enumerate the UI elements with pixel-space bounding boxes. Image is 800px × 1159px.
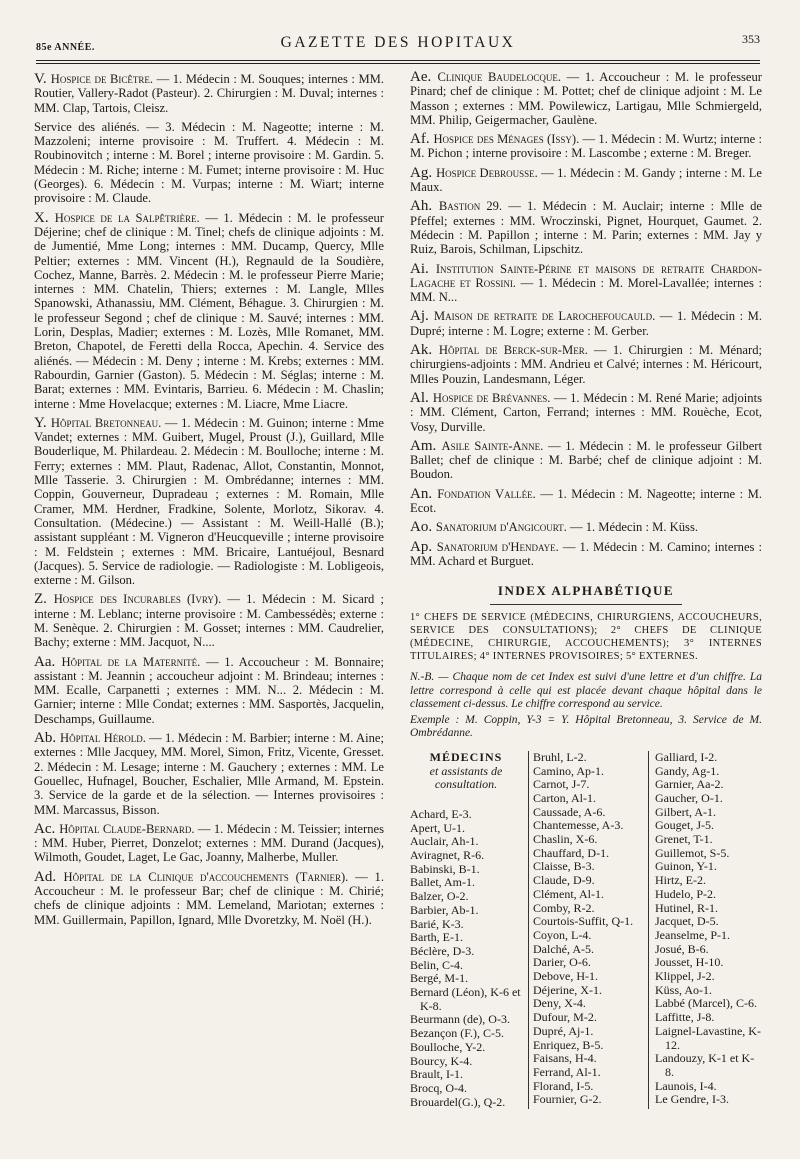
index-note: N.-B. — Chaque nom de cet Index est suivi d'une lettre et d'un chiffre. La lettre correspond à celle qui est placée devant chaque hôpital dans le classement ci-dessus. Le chiffre correspond au service. — [410, 671, 762, 711]
index-entry: Clément, Al-1. — [533, 886, 604, 901]
hospital-staff: — 1. Médecin : M. Barbier; interne : M. Aine; externes : Mlle Jacquey, MM. Morel, Simon, Fritz, Vicente, Gresset. 2. Médecin : M. Lesage; interne : M. Gauchery ; externes : MM. Le Gouellec, Hufnagel, Boucher, Eschalier, Mlle Armand, M. Epstein. 3. Service de la garde et de la sélection. — Internes provisoires : MM. Marcassus, Bisson. — [34, 731, 384, 817]
index-entry: Dupré, Aj-1. — [533, 1023, 594, 1038]
hospital-name: Hospice de Bicêtre. — [50, 72, 154, 86]
hospital-name: Asile Sainte-Anne. — [441, 438, 544, 453]
hospital-code: Ak. — [410, 342, 439, 359]
index-title-rule — [490, 604, 682, 605]
index-entry: Coyon, L-4. — [533, 927, 592, 942]
hospital-name: Hôpital Claude-Bernard. — [59, 821, 195, 836]
index-entry: Bernard (Léon), K-6 et K-8. — [410, 985, 521, 1013]
index-entry: Jacquet, D-5. — [655, 914, 719, 929]
hospital-entry — [34, 822, 384, 865]
hospital-staff: — 1. Médecin : M. le professeur Déjerine; chef de clinique : M. Tinel; chefs de clinique adjoints : M. de Jumentié, Mme Long; internes : MM. Ducamp, Quercy, Mlle Peltier; externes : MM. Vincent (H.), Regnauld de la Soudière, Cochez, Manne, Barrès. 2. Médecin : M. le professeur Pierre Marie; internes : MM. Chatelin, Thiers; externes : M. Langle, Mlles Spanowski, Athanassiu, MM. Clément, Béhague. 3. Chirurgien : M. le professeur Segond ; chef de clinique : M. Sauvé; internes : MM. Lorin, Desplas, Madier; externes : M. Lozès, Mlle Romanet, MM. Breton, Chapotel, de Feretti della Rocca, Apechin. 4. Service des aliénés. — Médecin : M. Deny ; interne : M. Krebs; externes : MM. Rabourdin, Garnier (Gaston). 5. Médecin : M. Séglas; interne : M. Barat; externes : MM. Evintaris, Barrieu. 6. Médecin : M. Chaslin; interne : Mme Hovelacque; externes : M. Liacre, Mme Liacre. — [34, 210, 384, 411]
hospital-staff: — 1. Médecin : M. Auclair; interne : Mlle de Pfeffel; externes : MM. Wroczinski, Pignet, Hourquet, Gaumet. 2. Médecin : M. Papillon ; interne : M. Parin; externes : MM. Jay y Ruiz, Barois, Schilman, Lipschitz. — [410, 199, 762, 257]
index-entry: Hirtz, E-2. — [655, 873, 706, 888]
index-entry: Landouzy, K-1 et K-8. — [655, 1051, 755, 1079]
page-number: 353 — [742, 32, 760, 46]
hospital-staff: — 1. Médecin : M. Gandy ; interne : M. Le Maux. — [410, 165, 762, 195]
index-entry: Carton, Al-1. — [533, 790, 596, 805]
hospital-staff: — 1. Médecin : M. Wurtz; interne : M. Pichon ; interne provisoire : M. Lascombe ; externe : M. Breger. — [410, 132, 763, 161]
hospital-staff: — 1. Médecin : M. Küss. — [566, 520, 698, 535]
hospital-entry — [410, 309, 762, 338]
index-entry: Babinski, B-1. — [410, 861, 480, 876]
index-entry: Béclère, D-3. — [410, 943, 475, 958]
hospital-name: Hôpital de la Maternité. — [61, 654, 201, 669]
index-entry: Achard, E-3. — [410, 806, 472, 821]
index-entry: Garnier, Aa-2. — [655, 777, 724, 792]
hospital-staff: — 1. Médecin : M. Camino; internes : MM. Achard et Burguet. — [410, 539, 763, 568]
hospital-entry — [410, 262, 762, 305]
hospital-entry — [410, 520, 762, 534]
hospital-code: Af. — [410, 131, 434, 148]
hospital-staff: Service des aliénés. — 3. Médecin : M. Nageotte; interne : M. Mazzoleni; interne provisoire : M. Truffert. 4. Médecin : M. Roubinovitch ; interne : M. Borel ; interne provisoire : M. Gardin. 5. Médecin : M. Riche; interne : M. Fumet; interne provisoire : M. Huc (Georges). 6. Médecin : M. Vurpas; interne : M. Wiart; interne provisoire : M. Claude. — [34, 119, 384, 206]
index-entry: Belin, C-4. — [410, 957, 463, 972]
index-entry: Galliard, I-2. — [655, 749, 718, 764]
index-entry: Laignel-Lavastine, K-12. — [655, 1023, 761, 1052]
hospital-name: Sanatorium d'Hendaye. — [436, 539, 559, 554]
hospital-staff: — 1. Médecin : M. René Marie; adjoints : MM. Clément, Carton, Ferrand; internes : MM. Rouèche, Ecot, Vosy, Durville. — [410, 390, 762, 434]
index-entry: Claisse, B-3. — [533, 859, 595, 874]
index-entry: Chantemesse, A-3. — [533, 818, 624, 833]
hospital-code: Aa. — [34, 653, 62, 670]
index-entry: Hudelo, P-2. — [655, 886, 716, 901]
hospital-entry — [410, 439, 762, 482]
index-entry: Barth, E-1. — [410, 930, 463, 945]
hospital-entry — [410, 70, 762, 127]
hospital-code: Am. — [410, 437, 442, 454]
index-entry: Fournier, G-2. — [533, 1092, 602, 1107]
hospital-code: Ag. — [410, 164, 437, 181]
hospital-name: Hôpital Bretonneau. — [50, 415, 162, 430]
hospital-staff: — 1. Médecin : M. Teissier; internes : MM. Huber, Pierret, Donzelot; externes : MM. Durand (Jacques), Wilmoth, Goudet, Laget, Le Gac, Joanny, Malherbe, Muller. — [34, 821, 384, 865]
index-entry: Carnot, J-7. — [533, 777, 590, 792]
index-entry: Küss, Ao-1. — [655, 982, 713, 997]
index-entry: Beurmann (de), O-3. — [410, 1012, 510, 1027]
index-column-3 — [648, 751, 762, 1110]
hospital-code: X. — [34, 209, 55, 226]
index-example: Exemple : M. Coppin, Y-3 = Y. Hôpital Bretonneau, 3. Service de M. Ombrédanne. — [410, 713, 762, 740]
index-entry: Dalché, A-5. — [533, 941, 594, 956]
hospital-code: Aj. — [410, 308, 434, 325]
index-column-2 — [528, 751, 648, 1110]
hospital-entry — [410, 391, 762, 434]
hospital-code: Z. — [34, 591, 54, 608]
index-entry: Florand, I-5. — [533, 1078, 594, 1093]
index-entry: Bezançon (F.), C-5. — [410, 1026, 505, 1041]
index-entry: Brouardel(G.), Q-2. — [410, 1094, 506, 1109]
index-entry: Darier, O-6. — [533, 955, 591, 970]
hospital-code: V. — [34, 71, 51, 87]
medecins-subheading: et assistants de consultation. — [429, 763, 503, 792]
index-entry: Hutinel, R-1. — [655, 900, 718, 915]
index-entry: Le Gendre, I-3. — [655, 1092, 729, 1107]
hospital-entry — [410, 199, 762, 256]
index-entry: Auclair, Ah-1. — [410, 834, 479, 849]
index-entry: Aviragnet, R-6. — [410, 848, 485, 863]
hospital-entry — [410, 166, 762, 195]
index-entry: Jeanselme, P-1. — [655, 927, 730, 942]
index-entry: Launois, I-4. — [655, 1078, 717, 1093]
index-entry: Chauffard, D-1. — [533, 845, 610, 860]
index-entry: Chaslin, X-6. — [533, 832, 598, 847]
index-entry: Caussade, A-6. — [533, 804, 606, 819]
index-entry: Deny, X-4. — [533, 996, 586, 1011]
hospital-name: Fondation Vallée. — [437, 486, 536, 501]
hospital-name: Hospice Debrousse. — [436, 165, 538, 180]
index-entry: Boulloche, Y-2. — [410, 1039, 486, 1054]
hospital-entry — [34, 120, 384, 206]
right-column-entries — [410, 70, 762, 568]
index-entry: Dufour, M-2. — [533, 1010, 597, 1025]
hospital-name: Hospice des Ménages (Issy). — [433, 132, 580, 147]
hospital-name: Hôpital de Berck-sur-Mer. — [438, 343, 588, 358]
hospital-code: Ah. — [410, 198, 439, 215]
hospital-entry — [410, 132, 762, 161]
hospital-staff: — 1. Médecin : M. Dupré; interne : M. Logre; externe : M. Gerber. — [410, 309, 762, 338]
page-header — [36, 30, 760, 60]
index-entry: Guillemot, S-5. — [655, 845, 730, 860]
hospital-code: Ac. — [34, 820, 60, 837]
hospital-name: Hôpital Hérold. — [59, 731, 146, 746]
hospital-entry — [34, 211, 384, 411]
index-entry: Josué, B-6. — [655, 941, 709, 956]
index-entry: Bergé, M-1. — [410, 971, 469, 986]
index-entry: Gandy, Ag-1. — [655, 763, 720, 778]
index-entry: Enriquez, B-5. — [533, 1037, 604, 1052]
hospital-staff: — 1. Accoucheur : M. le professeur Pinard; chef de clinique : M. Pottet; chef de clinique adjoint : M. Le Masson ; externes : MM. Powilewicz, Lartigau, Mlle Schmiergeld, MM. Philip, Geigermacher, Gaulène. — [410, 70, 763, 127]
index-entry: Apert, U-1. — [410, 820, 465, 835]
index-entry: Ballet, Am-1. — [410, 875, 475, 890]
hospital-code: Y. — [34, 414, 51, 431]
index-entry: Déjerine, X-1. — [533, 982, 602, 997]
hospital-name: Hospice des Incurables (Ivry). — [53, 592, 222, 607]
index-entry: Gouget, J-5. — [655, 818, 714, 833]
hospital-code: Ao. — [410, 519, 436, 536]
hospital-name: Maison de retraite de Larochefoucauld. — [433, 309, 656, 324]
hospital-code: Ab. — [34, 730, 60, 747]
journal-title: GAZETTE DES HOPITAUX — [280, 34, 516, 51]
left-column — [34, 72, 384, 932]
index-entry: Courtois-Suffit, Q-1. — [533, 914, 634, 929]
index-entry: Comby, R-2. — [533, 900, 595, 915]
hospital-staff: — 1. Médecin : M. Sicard ; interne : M. Leblanc; interne provisoire : M. Cambessédès; externe : M. Senèque. 2. Chirurgien : M. Gosset; internes : MM. Caudrelier, Bachy; externe : MM. Jacquot, N.... — [34, 592, 384, 650]
medecins-heading: MÉDECINS — [429, 749, 503, 764]
hospital-staff: — 1. Accoucheur : M. le professeur Bar; chef de clinique : M. Chirié; chefs de clinique adjoints : MM. Lemeland, Mariotan; externes : MM. Guillermain, Papillon, Ignard, Mlle Dvoretzky, M. Noël (H.). — [34, 869, 384, 927]
hospital-staff: — 1. Médecin : M. Guinon; interne : Mme Vandet; externes : MM. Guibert, Mugel, Proust (J.), Guillard, Mlle Bouderlique, M. Philardeau. 2. Médecin : M. Boulloche; interne : M. Ferry; externes : MM. Plaut, Radenac, Allot, Constantin, Monnot, Mlle Tasserie. 3. Chirurgien : M. Ombrédanne; internes : MM. Coppin, Gouverneur, Dupradeau ; externes : M. Romain, Mlle Cramer, MM. Herdner, Fradkine, Solente, Morlotz, Sikorav. 4. Consultation. (Médecine.) — Assistant : M. Weill-Hallé (B.); assistant suppléant : M. Vigneron d'Heucqueville ; interne provisoire : M. Feldstein ; externes : MM. Bricaire, Lantuéjoul, Besnard (Jacques). 5. Service de radiologie. — Radiologiste : M. Lobligeois, externe : M. Gilson. — [34, 415, 385, 588]
hospital-code: An. — [410, 485, 438, 502]
index-entry: Laffitte, J-8. — [655, 1010, 715, 1025]
hospital-entry — [34, 416, 384, 588]
index-entry: Ferrand, Al-1. — [533, 1064, 601, 1079]
hospital-code: Ae. — [410, 69, 438, 85]
hospital-name: Bastion 29. — [438, 199, 503, 214]
index-entry: Jousset, H-10. — [655, 955, 724, 970]
hospital-staff: — 1. Médecin : M. Morel-Lavallée; internes : MM. N... — [410, 275, 762, 305]
index-entry: Gaucher, O-1. — [655, 790, 723, 805]
index-entry: Gilbert, A-1. — [655, 804, 716, 819]
index-section — [410, 584, 762, 606]
index-entry: Claude, D-9. — [533, 873, 595, 888]
index-title: INDEX ALPHABÉTIQUE — [497, 583, 675, 599]
hospital-entry — [34, 592, 384, 649]
hospital-entry — [410, 343, 762, 386]
index-entry: Debove, H-1. — [533, 969, 598, 984]
header-rule — [36, 60, 760, 61]
index-entry: Grenet, T-1. — [655, 832, 713, 847]
hospital-name: Hospice de la Salpêtrière. — [54, 210, 200, 225]
index-entry: Brault, I-1. — [410, 1067, 463, 1082]
index-column-1 — [410, 751, 528, 1110]
hospital-name: Institution Sainte-Périne et maisons de retraite Chardon-Lagache et Rossini. — [410, 261, 762, 290]
hospital-entry — [34, 731, 384, 817]
hospital-name: Hôpital de la Clinique d'accouchements (Tarnier). — [63, 869, 349, 884]
index-entry: Camino, Ap-1. — [533, 763, 604, 778]
index-entry: Guinon, Y-1. — [655, 859, 717, 874]
hospital-staff: — 1. Accoucheur : M. Bonnaire; assistant : M. Jeannin ; accoucheur adjoint : M. Brindeau; internes : MM. Ecalle, Carpanetti ; externes : MM. N... 2. Médecin : M. Garnier; interne : Mlle Condat; externes : MM. Sasportès, Jacquelin, Deschamps, Guillaume. — [34, 654, 385, 726]
index-entry: Brocq, O-4. — [410, 1080, 467, 1095]
index-entry: Balzer, O-2. — [410, 889, 469, 904]
right-column — [410, 70, 762, 1109]
hospital-entry — [34, 72, 384, 115]
hospital-code: Al. — [410, 389, 433, 406]
hospital-entry — [34, 870, 384, 927]
hospital-staff: — 1. Médecin : M. Souques; internes : MM. Routier, Vallery-Radot (Pasteur). 2. Chirurgien : M. Duval; internes : MM. Clap, Tartois, Cleisz. — [34, 72, 384, 115]
hospital-code: Ai. — [410, 260, 436, 277]
index-grid — [410, 751, 762, 1110]
hospital-staff: — 1. Médecin : M. le professeur Gilbert Ballet; chef de clinique : M. Barbé; chef de clinique adjoint : M. Boudon. — [410, 438, 762, 482]
hospital-staff: — 1. Chirurgien : M. Ménard; chirurgiens-adjoints : MM. Andrieu et Calvé; internes : M. Héricourt, Mlles Pouzin, Landesmann, Léger. — [410, 343, 762, 386]
year-label: 85e ANNÉE. — [36, 42, 95, 53]
hospital-code: Ad. — [34, 868, 64, 885]
hospital-name: Clinique Baudelocque. — [437, 70, 562, 84]
hospital-name: Hospice de Brévannes. — [432, 390, 551, 405]
hospital-staff: — 1. Médecin : M. Nageotte; interne : M. Ecot. — [410, 486, 762, 516]
hospital-entry — [410, 487, 762, 516]
hospital-name: Sanatorium d'Angicourt. — [435, 520, 567, 535]
index-entry: Bourcy, K-4. — [410, 1053, 473, 1068]
index-entry: Klippel, J-2. — [655, 969, 715, 984]
header-rule-thin — [36, 63, 760, 64]
index-entry: Barbier, Ab-1. — [410, 902, 479, 917]
index-intro: 1° CHEFS DE SERVICE (MÉDECINS, CHIRURGIENS, ACCOUCHEURS, SERVICE DES CONSULTATIONS); 2° CHEFS DE CLINIQUE (MÉDECINE, CHIRURGIE, ACCOUCHEMENTS); 3° INTERNES TITULAIRES; 4° INTERNES PROVISOIRES; 5° EXTERNES. — [410, 611, 762, 663]
hospital-entry — [34, 655, 384, 726]
index-entry: Barié, K-3. — [410, 916, 464, 931]
index-entry: Faisans, H-4. — [533, 1051, 597, 1066]
index-entry: Bruhl, L-2. — [533, 749, 587, 764]
hospital-entry — [410, 540, 762, 569]
hospital-code: Ap. — [410, 538, 437, 555]
index-entry: Labbé (Marcel), C-6. — [655, 996, 757, 1011]
